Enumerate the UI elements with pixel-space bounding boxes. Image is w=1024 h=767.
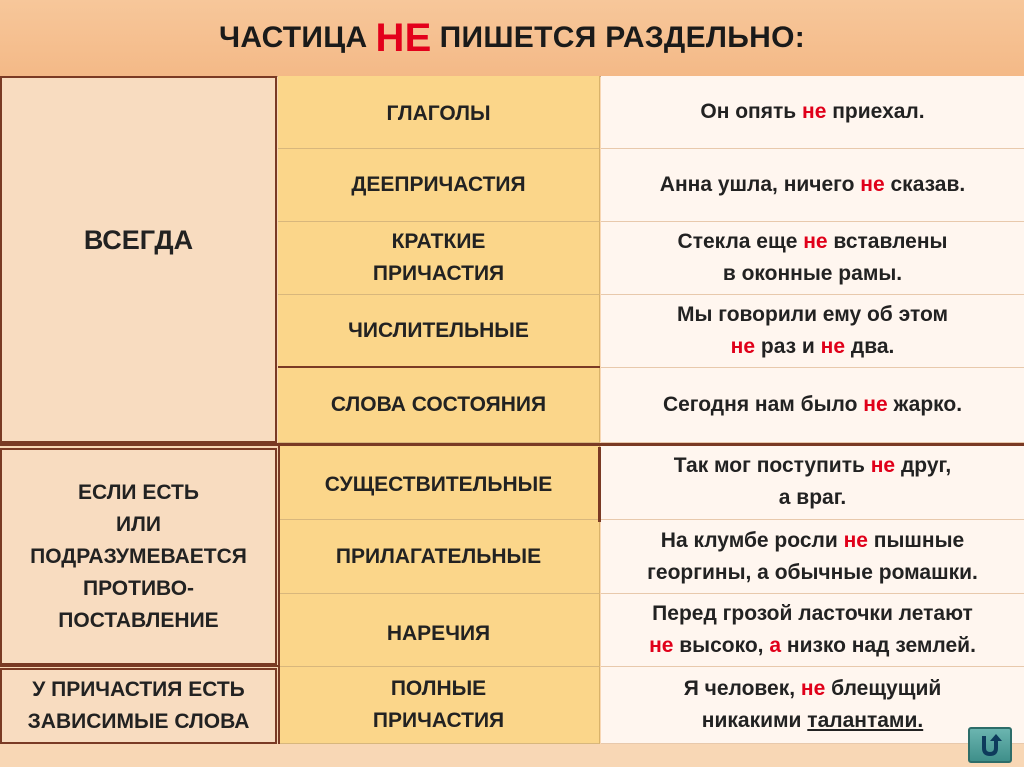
example-text: талантами. <box>807 709 924 732</box>
group-label-line: ПОДРАЗУМЕВАЕТСЯ <box>30 544 247 568</box>
example-text: Стекла еще <box>677 230 804 253</box>
example-cell <box>601 295 1024 368</box>
example-text: георгины, а обычные ромашки. <box>647 560 978 584</box>
example-cell <box>601 520 1024 594</box>
example-cell <box>601 445 1024 520</box>
example-text: в оконные рамы. <box>722 262 903 285</box>
example-text: блещущий <box>825 677 942 700</box>
example-line <box>678 226 948 258</box>
group-label-line: ЕСЛИ ЕСТЬ <box>78 480 199 504</box>
example-cell <box>601 149 1024 222</box>
category-cell <box>278 149 600 222</box>
group-label-cell <box>0 448 277 665</box>
group-divider <box>278 366 600 368</box>
category-cell <box>278 445 600 520</box>
return-arrow-icon <box>976 732 1004 758</box>
category-cell <box>278 295 600 368</box>
group-label-line: ИЛИ <box>116 512 161 536</box>
example-line <box>779 482 846 514</box>
example-text: вставлены <box>827 230 948 253</box>
particle-highlight: не <box>843 528 868 552</box>
particle-highlight: не <box>730 335 756 358</box>
example-text: пышные <box>867 528 965 552</box>
particle-highlight: не <box>860 173 885 196</box>
particle-highlight: не <box>820 335 846 358</box>
category-cell <box>278 222 600 295</box>
example-text: раз и <box>755 335 821 358</box>
category-label: КРАТКИЕ <box>391 230 486 253</box>
group-label-line: ЗАВИСИМЫЕ СЛОВА <box>27 710 250 733</box>
example-text: приехал. <box>826 100 925 123</box>
group-divider <box>598 447 601 522</box>
example-text: Перед грозой ласточки летают <box>652 602 973 625</box>
example-text: два. <box>845 335 895 358</box>
example-line <box>663 389 962 421</box>
particle-highlight: не <box>800 677 826 700</box>
example-cell <box>601 222 1024 295</box>
particle-highlight: не <box>649 634 674 657</box>
example-text: Сегодня нам было <box>662 393 864 416</box>
category-label: ЧИСЛИТЕЛЬНЫЕ <box>348 319 529 342</box>
example-line <box>647 557 978 589</box>
example-cell <box>601 76 1024 149</box>
particle-highlight: не <box>870 454 896 477</box>
category-label: ПРИЧАСТИЯ <box>372 262 505 285</box>
example-text: сказав. <box>884 173 966 196</box>
group-label-cell <box>0 76 277 443</box>
group-label-line: У ПРИЧАСТИЯ ЕСТЬ <box>32 678 245 701</box>
category-label: НАРЕЧИЯ <box>386 622 491 645</box>
group-divider <box>0 443 1024 446</box>
example-text: Анна ушла, ничего <box>659 173 861 196</box>
example-cell <box>601 368 1024 443</box>
category-cell <box>278 76 600 149</box>
example-line <box>700 96 924 128</box>
group-label-line: ПОСТАВЛЕНИЕ <box>58 608 219 632</box>
example-text: Он опять <box>700 100 803 123</box>
title-post: ПИШЕТСЯ РАЗДЕЛЬНО: <box>439 21 806 54</box>
title-pre: ЧАСТИЦА <box>218 21 368 54</box>
example-text: Я человек, <box>683 677 801 700</box>
example-line <box>731 331 895 363</box>
particle-highlight: а <box>769 634 782 657</box>
group-label-line: ВСЕГДА <box>83 225 194 255</box>
category-cell <box>278 520 600 594</box>
example-line <box>660 169 965 201</box>
example-line <box>723 258 902 290</box>
example-text: жарко. <box>887 393 963 416</box>
group-label-line: ПРОТИВО- <box>82 576 195 600</box>
page-title <box>0 0 1024 77</box>
example-cell <box>601 594 1024 667</box>
category-cell <box>278 667 600 744</box>
group-divider <box>0 665 278 667</box>
example-text: Мы говорили ему об этом <box>676 303 949 326</box>
category-cell <box>278 368 600 443</box>
example-text: никакими <box>701 709 808 732</box>
example-line <box>649 630 976 662</box>
example-text: На клумбе росли <box>660 528 844 552</box>
example-text: низко над землей. <box>781 634 976 657</box>
example-line <box>702 705 923 737</box>
example-text: а враг. <box>778 486 847 509</box>
example-line <box>684 673 942 705</box>
example-line <box>661 525 964 557</box>
title-accent: НЕ <box>375 15 432 60</box>
particle-highlight: не <box>802 100 827 123</box>
category-label: ДЕЕПРИЧАСТИЯ <box>351 173 526 196</box>
particle-highlight: не <box>863 393 888 416</box>
example-line <box>677 299 948 331</box>
category-label: ПРИЧАСТИЯ <box>372 709 505 732</box>
return-button[interactable] <box>968 727 1012 763</box>
category-label: ГЛАГОЛЫ <box>386 102 491 125</box>
category-cell <box>278 594 600 667</box>
group-label-cell <box>0 668 277 744</box>
category-label: ПОЛНЫЕ <box>390 677 487 700</box>
group-divider <box>278 443 280 744</box>
category-label: СУЩЕСТВИТЕЛЬНЫЕ <box>324 473 553 496</box>
particle-highlight: не <box>803 230 828 253</box>
example-text: Так мог поступить <box>673 454 871 477</box>
category-label: СЛОВА СОСТОЯНИЯ <box>330 393 547 416</box>
category-label: ПРИЛАГАТЕЛЬНЫЕ <box>335 544 542 568</box>
example-line <box>674 450 952 482</box>
example-text: друг, <box>895 454 952 477</box>
example-cell <box>601 667 1024 744</box>
example-line <box>652 598 973 630</box>
example-text: высоко, <box>673 634 770 657</box>
